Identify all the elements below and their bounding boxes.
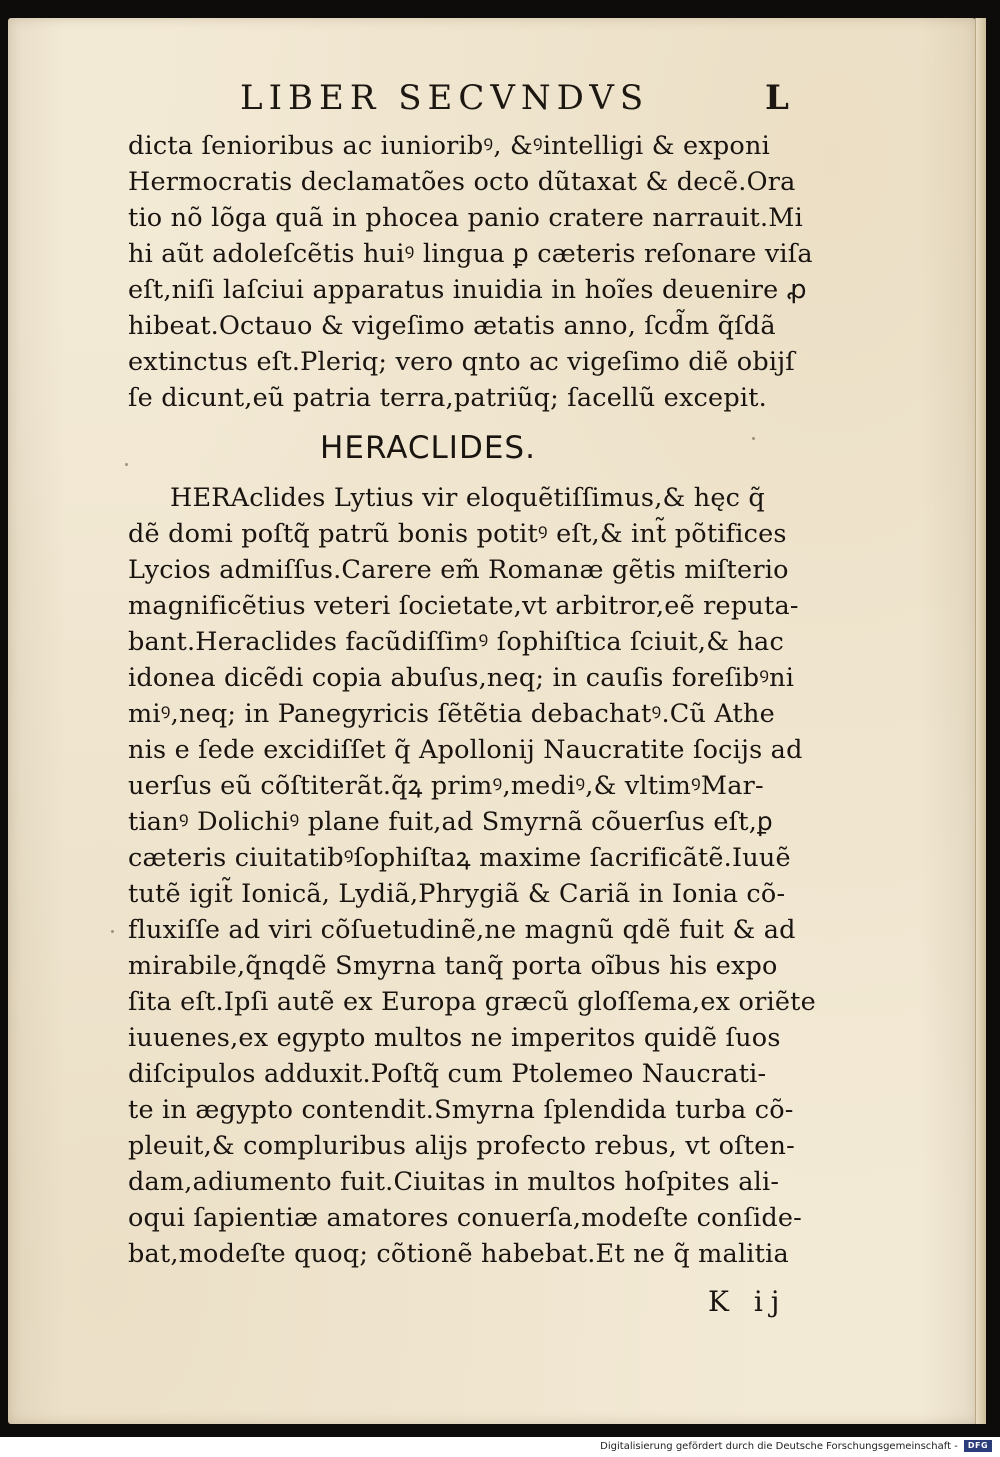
text-line: tutẽ igit̃ Ionicã, Lydiã,Phrygiã & Cariã in Ionia cõ- (128, 879, 786, 909)
text-line: bant.Heraclides facũdiſſimꝰ ſophiſtica ſciuit,& hac (128, 627, 784, 657)
main-text (128, 128, 838, 1272)
running-head: LIBER SECVNDVS (240, 78, 650, 118)
text-line: iuuenes,ex egypto multos ne imperitos quidẽ ſuos (128, 1023, 781, 1053)
text-line: dicta ſenioribus ac iunioribꝰ, &ꝰintelligi & exponi (128, 131, 770, 161)
ink-speck (111, 930, 114, 933)
text-line: diſcipulos adduxit.Poſtq̃ cum Ptolemeo Naucrati- (128, 1059, 767, 1089)
text-line: Hermocratis declamatões octo dũtaxat & decẽ.Ora (128, 167, 796, 197)
text-line: dẽ domi poſtq̃ patrũ bonis potitꝰ eſt,& int̃ põtifices (128, 519, 787, 549)
text-line: hi aũt adoleſcẽtis huiꝰ lingua ꝑ cæteris reſonare viſa (128, 239, 813, 269)
digitization-footer (0, 1437, 1000, 1457)
funding-note: Digitalisierung gefördert durch die Deutsche Forschungsgemeinschaft - (600, 1441, 958, 1452)
dfg-logo: DFG (964, 1440, 992, 1452)
text-line: eſt,niſi laſciui apparatus inuidia in hoĩes deuenire ꝓ (128, 275, 807, 305)
text-line: cæteris ciuitatibꝰſophiſtaꝝ maxime ſacrificãtẽ.Iuuẽ (128, 843, 791, 873)
text-line: miꝰ,neq; in Panegyricis ſẽtẽtia debachatꝰ.Cũ Athe (128, 699, 775, 729)
section-heading: HERACLIDES. (320, 430, 536, 466)
page-edge (975, 18, 986, 1424)
text-line: mirabile,q̃nqdẽ Smyrna tanq̃ porta oĩbus his expo (128, 951, 778, 981)
text-line: bat,modeſte quoq; cõtionẽ habebat.Et ne q̃ malitia (128, 1239, 789, 1269)
folio-number: L (765, 78, 789, 118)
text-line: hibeat.Octauo & vigeſimo ætatis anno, ſcd̃m q̃ſdã (128, 311, 776, 341)
text-line: uerſus eũ cõſtiterãt.q̃ꝝ primꝰ,mediꝰ,& vltimꝰMar- (128, 771, 764, 801)
text-line: ſita eſt.Ipſi autẽ ex Europa græcũ gloſſema,ex oriẽte (128, 987, 816, 1017)
text-line: ſe dicunt,eũ patria terra,patriũq; ſacellũ excepit. (128, 383, 767, 413)
text-line: Lycios admiſſus.Carere em̃ Romanæ gẽtis miſterio (128, 555, 789, 585)
text-line: pleuit,& compluribus alijs profecto rebus, vt oſten- (128, 1131, 795, 1161)
signature-mark: K ij (708, 1285, 788, 1318)
text-line: idonea dicẽdi copia abuſus,neq; in cauſis foreſibꝰni (128, 663, 795, 693)
text-line: oqui ſapientiæ amatores conuerſa,modeſte conſide- (128, 1203, 802, 1233)
text-line: te in ægypto contendit.Smyrna ſplendida turba cõ- (128, 1095, 794, 1125)
text-line: tianꝰ Dolichiꝰ plane fuit,ad Smyrnã cõuerſus eſt,ꝑ (128, 807, 773, 837)
text-line: extinctus eſt.Pleriq; vero qnto ac vigeſimo diẽ obijſ (128, 347, 795, 377)
text-line: tio nõ lõga quã in phocea panio cratere narrauit.Mi (128, 203, 803, 233)
text-line: dam,adiumento fuit.Ciuitas in multos hoſpites ali- (128, 1167, 780, 1197)
page-header (240, 78, 800, 124)
text-line: magnificẽtius veteri ſocietate,vt arbitror,eẽ reputa- (128, 591, 799, 621)
text-line: nis e ſede excidiſſet q̃ Apollonij Naucratite ſocijs ad (128, 735, 803, 765)
text-line: HERAclides Lytius vir eloquẽtiſſimus,& hęc q̃ (170, 483, 765, 513)
text-line: fluxiſſe ad viri cõſuetudinẽ,ne magnũ qdẽ fuit & ad (128, 915, 796, 945)
